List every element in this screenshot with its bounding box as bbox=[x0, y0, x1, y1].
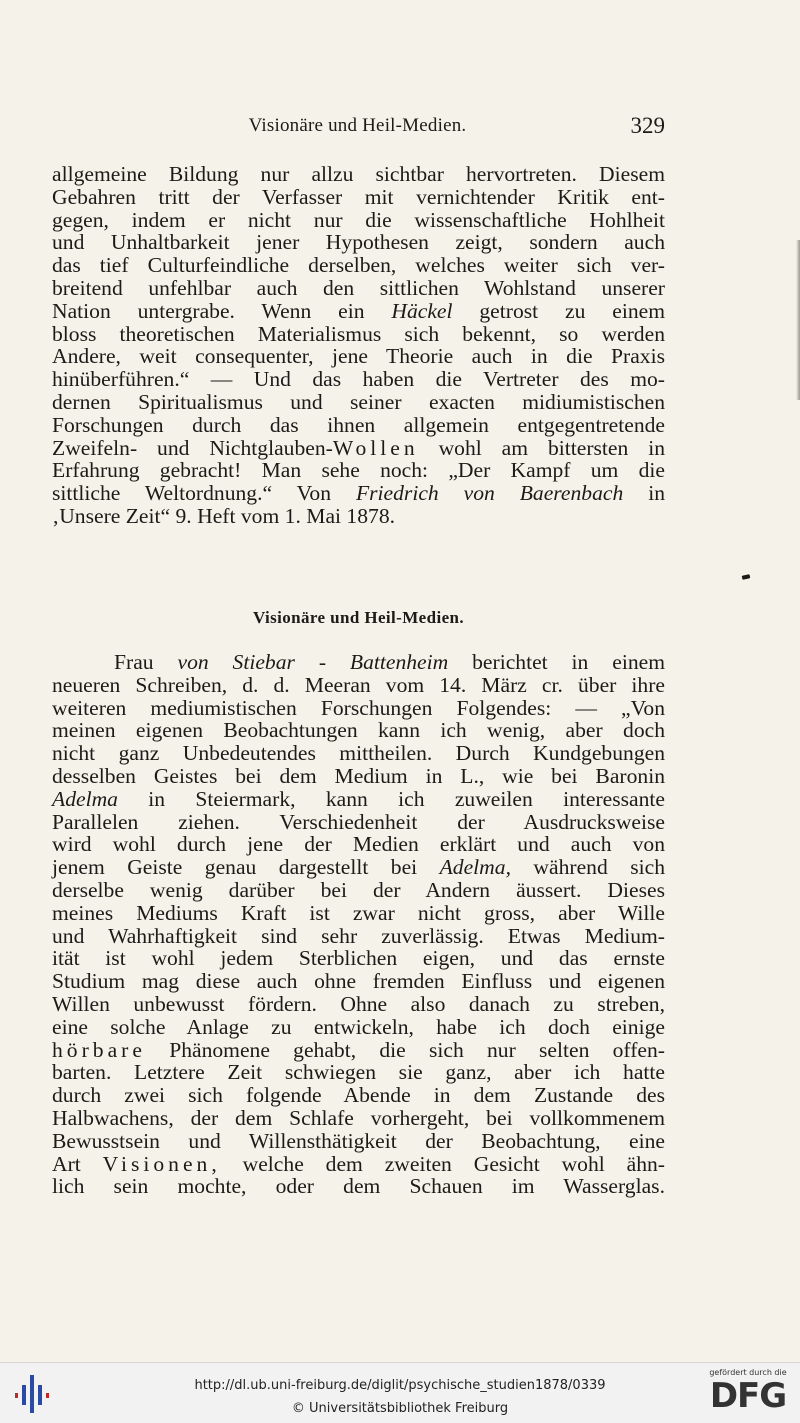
text-line: das tief Culturfeindliche derselben, welches weiter sich ver- bbox=[52, 253, 665, 278]
text-run: Frau bbox=[114, 650, 178, 674]
text-line: eine solche Anlage zu entwickeln, habe ich doch einige bbox=[52, 1014, 665, 1039]
text-run: in bbox=[623, 481, 666, 506]
dfg-logo-icon bbox=[706, 1368, 790, 1420]
text-line: lich sein mochte, oder dem Schauen im Wasserglas. bbox=[52, 1174, 665, 1199]
dfg-caption: gefördert durch die bbox=[709, 1368, 787, 1377]
text-line: neueren Schreiben, d. d. Meeran vom 14. März cr. über ihre bbox=[52, 672, 665, 697]
spaced-word: Visionen, bbox=[102, 1151, 221, 1176]
text-line: allgemeine Bildung nur allzu sichtbar hervortreten. Diesem bbox=[52, 162, 665, 186]
text-line: Forschungen durch das ihnen allgemein entgegentretende bbox=[52, 412, 665, 437]
paragraph-section bbox=[52, 651, 665, 1198]
text-line: bloss theoretischen Materialismus sich bekennt, so werden bbox=[52, 321, 665, 346]
text-line: und Wahrhaftigkeit sind sehr zuverlässig. Etwas Medium- bbox=[52, 923, 665, 948]
running-header bbox=[50, 113, 665, 143]
text-line: meinen eigenen Beobachtungen kann ich wenig, aber doch bbox=[52, 718, 665, 743]
text-line: nicht ganz Unbedeutendes mittheilen. Durch Kundgebungen bbox=[52, 741, 665, 766]
text-line: ‚Unsere Zeit“ 9. Heft vom 1. Mai 1878. bbox=[52, 503, 396, 528]
text-line: ität ist wohl jedem Sterblichen eigen, und das ernste bbox=[52, 946, 665, 971]
text-line: Studium mag diese auch ohne fremden Einfluss und eigenen bbox=[52, 969, 665, 994]
text-line: weiteren mediumistischen Forschungen Folgendes: — „Von bbox=[52, 695, 665, 720]
text-line bbox=[52, 482, 665, 505]
text-line bbox=[52, 1039, 665, 1062]
section-heading: Visionäre und Heil-Medien. bbox=[252, 608, 465, 627]
text-line: Willen unbewusst fördern. Ohne also danach zu streben, bbox=[52, 991, 665, 1016]
text-line: desselben Geistes bei dem Medium in L., wie bei Baronin bbox=[52, 763, 665, 788]
text-line bbox=[52, 1153, 665, 1176]
running-title: Visionäre und Heil-Medien. bbox=[248, 115, 467, 136]
permalink[interactable]: http://dl.ub.uni-freiburg.de/diglit/psychische_studien1878/0339 bbox=[194, 1378, 606, 1393]
page-number: 329 bbox=[630, 113, 665, 138]
text-line: und Unhaltbarkeit jener Hypothesen zeigt, sondern auch bbox=[52, 230, 665, 255]
text-line bbox=[52, 300, 665, 323]
text-run: sittliche Weltordnung.“ Von bbox=[52, 481, 356, 506]
text-line: hinüberführen.“ — Und das haben die Vertreter des mo- bbox=[52, 367, 665, 392]
text-line: Bewusstsein und Willensthätigkeit der Beobachtung, eine bbox=[52, 1128, 665, 1153]
name-baerenbach: Friedrich von Baerenbach bbox=[355, 481, 624, 506]
text-line: Andere, weit consequenter, jene Theorie auch in die Praxis bbox=[52, 344, 665, 369]
text-run: in Steiermark, kann ich zuweilen interessante bbox=[117, 786, 665, 811]
text-line: derselbe wenig darüber bei der Andern äussert. Dieses bbox=[52, 877, 665, 902]
text-line bbox=[52, 856, 665, 879]
text-run: Phänomene gehabt, die sich nur selten offen- bbox=[145, 1037, 665, 1062]
name-adelma: Adelma, bbox=[439, 855, 511, 880]
text-line: durch zwei sich folgende Abende in dem Zustande des bbox=[52, 1083, 665, 1108]
name-stiebar: von Stiebar - Battenheim bbox=[177, 650, 449, 674]
text-run: Nation untergrabe. Wenn ein bbox=[52, 298, 392, 323]
spaced-word: hörbare bbox=[52, 1037, 146, 1062]
name-adelma: Adelma bbox=[52, 786, 118, 811]
text-line: breitend unfehlbar auch den sittlichen Wohlstand unserer bbox=[52, 275, 665, 300]
text-line: Halbwachens, der dem Schlafe vorhergeht, bei vollkommenem bbox=[52, 1105, 665, 1130]
text-line: meines Mediums Kraft ist zwar nicht gross, aber Wille bbox=[52, 900, 665, 925]
text-line: gegen, indem er nicht nur die wissenschaftliche Hohlheit bbox=[52, 207, 665, 232]
text-run: welche dem zweiten Gesicht wohl ähn- bbox=[220, 1151, 666, 1176]
text-run: Zweifeln- und Nichtglauben- bbox=[52, 435, 333, 460]
text-line: Gebahren tritt der Verfasser mit vernichtender Kritik ent- bbox=[52, 184, 665, 209]
footer-bar bbox=[0, 1362, 800, 1423]
text-run: Art bbox=[52, 1151, 103, 1176]
spaced-word: Wollen bbox=[332, 435, 419, 460]
page-edge-shadow bbox=[796, 240, 800, 400]
text-line bbox=[52, 651, 665, 674]
text-run: berichtet in einem bbox=[448, 650, 666, 674]
text-run: während sich bbox=[510, 855, 665, 880]
text-line: barten. Letztere Zeit schwiegen sie ganz, aber ich hatte bbox=[52, 1060, 665, 1085]
text-run: jenem Geiste genau dargestellt bei bbox=[52, 855, 440, 880]
text-line bbox=[52, 437, 665, 460]
text-line: wird wohl durch jene der Medien erklärt und auch von bbox=[52, 832, 665, 857]
text-run: wohl am bittersten in bbox=[418, 435, 665, 460]
text-line: dernen Spiritualismus und seiner exacten midiumistischen bbox=[52, 389, 665, 414]
paragraph-continued bbox=[52, 163, 665, 528]
text-line: Parallelen ziehen. Verschiedenheit der Ausdrucksweise bbox=[52, 809, 665, 834]
margin-mark bbox=[742, 574, 751, 580]
text-line bbox=[52, 788, 665, 811]
text-line: Erfahrung gebracht! Man sehe noch: „Der Kampf um die bbox=[52, 458, 665, 483]
name-haeckel: Häckel bbox=[391, 298, 453, 323]
copyright-notice: © Universitätsbibliothek Freiburg bbox=[291, 1401, 509, 1416]
text-run: getrost zu einem bbox=[452, 298, 666, 323]
dfg-wordmark: DFG bbox=[709, 1376, 787, 1416]
